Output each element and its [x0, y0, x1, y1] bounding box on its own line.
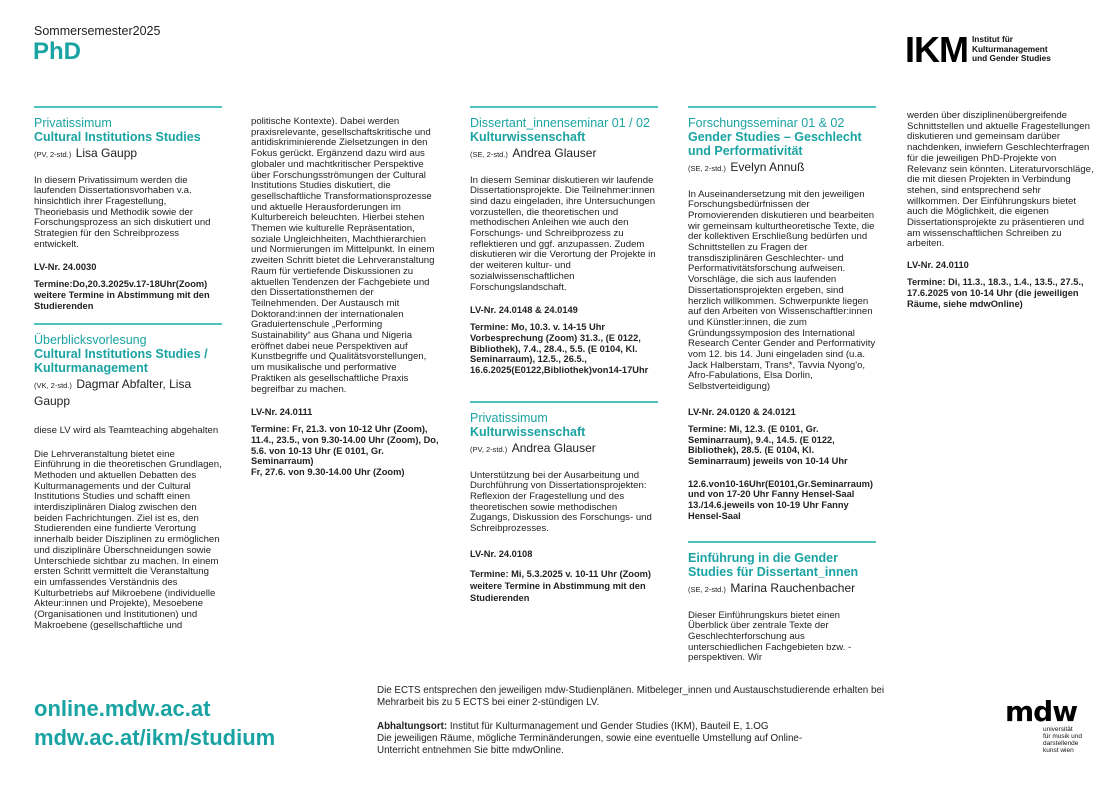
mdw-logo-line1: universität: [1043, 726, 1073, 733]
course-dates-extra: 12.6.von10-16Uhr(E0101,Gr.Seminarraum) und von 17-20 Uhr Fanny Hensel-Saal 13./14.6.jeweils von 10-19 Uhr Fanny Hensel-Saal: [688, 478, 873, 521]
course-type: Forschungsseminar 01 & 02: [688, 115, 845, 130]
course-format: (SE, 2-std.): [470, 149, 508, 159]
location-label: Abhaltungsort:: [377, 721, 448, 732]
course-dates: Termine: Di, 11.3., 18.3., 1.4., 13.5., 27.5., 17.6.2025 von 10-14 Uhr (die jeweiligen Räume, siehe mdwOnline): [907, 277, 1084, 309]
course-block-continued: [907, 111, 1095, 309]
course-lv-number: LV-Nr. 24.0148 & 24.0149: [470, 305, 578, 316]
course-description: In diesem Seminar diskutieren wir laufende Dissertationsprojekte. Die Teilnehmer:innen sind dazu eingeladen, ihre Untersuchungen vorzustellen, die theoretischen und methodischen Anleihen wie auch den Forschungs- und Schreibprozess zu reflektieren und ggf. anzupassen. Zudem diskutieren wir die Verortung der Projekte in der weiteren kultur- und sozialwissenschaftlichen Forschungslandschaft.: [470, 174, 656, 293]
course-block: [688, 541, 876, 664]
course-block: [470, 401, 658, 604]
footer-links: [34, 694, 275, 752]
rooms-info: Die jeweiligen Räume, mögliche Terminänderungen, sowie eine eventuelle Umstellung auf Online-Unterricht entnehmen Sie bitte mdwOnline.: [377, 733, 803, 756]
course-lecturer: Evelyn Annuß: [730, 159, 805, 174]
course-title: Kulturwissenschaft: [470, 129, 586, 144]
course-note: diese LV wird als Teamteaching abgehalten: [34, 424, 219, 436]
mdw-logo-letters: mdw: [1005, 695, 1078, 728]
course-title: Cultural Institutions Studies / Kulturmanagement: [34, 346, 208, 375]
course-block: [688, 106, 876, 521]
ikm-logo: [905, 29, 1051, 70]
course-lecturer: Dagmar Abfalter, Lisa Gaupp: [34, 376, 192, 408]
footer-info: [377, 685, 897, 757]
course-type: Dissertant_innenseminar 01 / 02: [470, 115, 650, 130]
course-meta: [470, 440, 658, 457]
course-lv-number: LV-Nr. 24.0030: [34, 262, 97, 273]
course-description: In Auseinandersetzung mit den jeweiligen Forschungsbedürfnissen der Promovierenden diskutieren und bearbeiten wir gemeinsam kulturtheoretische Texte, die der kollektiven Erschließung bedürfen und Schnittstellen zu Fragen der transdisziplinären Geschlechter- und Performativitätsforschung aufweisen. Vorschläge, die sich aus laufenden Dissertationsprojekten ergeben, sind herzlich willkommen. Schwerpunkte liegen auf den Arbeiten von Wissenschaftler:innen und Künstler:innen, die zum Gründungssymposion des International Research Center Gender and Performativity vom 12. bis 14. Juni eingeladen sind (u.a. Jack Halberstam, Trans*, Tavvia Nyong'o, Afro-Fabulations, Elsa Dorlin, Selbstverteidigung): [688, 188, 876, 393]
course-type: Überblicksvorlesung: [34, 332, 147, 347]
course-title: Cultural Institutions Studies: [34, 129, 201, 144]
course-meta: [688, 580, 876, 597]
course-lecturer: Lisa Gaupp: [75, 145, 138, 160]
course-lv-number: LV-Nr. 24.0110: [907, 260, 969, 271]
program-title: PhD: [33, 38, 81, 65]
location-info: [377, 721, 897, 733]
course-meta: [34, 145, 222, 162]
course-title: Gender Studies – Geschlecht und Performativität: [688, 129, 862, 158]
ikm-logo-text: [972, 35, 1051, 64]
course-lecturer: Marina Rauchenbacher: [730, 580, 856, 595]
course-dates: Termine:Do,20.3.2025v.17-18Uhr(Zoom) weitere Termine in Abstimmung mit den Studierenden: [34, 279, 210, 311]
mdw-logo-line2: für musik und: [1043, 733, 1083, 740]
course-dates: Termine: Mo, 10.3. v. 14-15 Uhr Vorbesprechung (Zoom) 31.3., (E 0122, Bibliothek), 7.4., 28.4., 5.5. (E 0104, Kl. Seminarraum), 12.5., 26.5., 16.6.2025(E0122,Bibliothek)von14-17Uhr: [470, 322, 649, 376]
course-description: In diesem Privatissimum werden die laufenden Dissertationsvorhaben v.a. hinsichtlich ihrer Fragestellung, Theoriebasis und Methodik sowie der Forschungsprozess an sich diskutiert und Strategien für den Schreibprozess entwickelt.: [34, 174, 211, 250]
section-divider: [470, 401, 658, 403]
course-dates: Termine: Fr, 21.3. von 10-12 Uhr (Zoom), 11.4., 23.5., von 9.30-14.00 Uhr (Zoom), Do, 5.6. von 10-13 Uhr (E 0101, Gr. Seminarraum): [251, 424, 439, 467]
ikm-logo-line2: Kulturmanagement: [972, 43, 1048, 54]
course-lv-number: LV-Nr. 24.0120 & 24.0121: [688, 406, 796, 417]
course-meta: [34, 376, 222, 409]
ikm-logo-line3: und Gender Studies: [972, 53, 1051, 63]
course-description: Dieser Einführungskurs bietet einen Überblick über zentrale Texte der Geschlechterforschung aus unterschiedlichen Fachgebieten bzw. -perspektiven. Wir: [688, 609, 852, 664]
link-online-mdw[interactable]: online.mdw.ac.at: [34, 696, 211, 721]
section-divider: [34, 323, 222, 325]
course-block: [34, 323, 222, 631]
course-description: Unterstützung bei der Ausarbeitung und Durchführung von Dissertationsprojekten: Reflexion der Fragestellung und des theoretischen sowie methodischen Zugangs, Diskussion des Forschungs- und Schreibprozesses.: [470, 469, 652, 535]
mdw-logo-text: [1043, 726, 1085, 754]
course-dates-extra: Fr, 27.6. von 9.30-14.00 Uhr (Zoom): [251, 467, 405, 478]
section-divider: [688, 106, 876, 108]
course-block: [470, 106, 658, 376]
course-block: [34, 106, 222, 312]
course-title: Kulturwissenschaft: [470, 424, 586, 439]
course-meta: [470, 145, 658, 162]
semester-label: Sommersemester2025: [34, 24, 161, 38]
course-lv-number: LV-Nr. 24.0108: [470, 548, 533, 559]
section-divider: [34, 106, 222, 108]
course-format: (SE, 2-std.): [688, 584, 726, 594]
ects-info: Die ECTS entsprechen den jeweiligen mdw-Studienplänen. Mitbeleger_innen und Austauschstudierende erhalten bei Mehrarbeit bis zu 5 ECTS bei einer 2-stündigen LV.: [377, 685, 885, 708]
course-lv-number: LV-Nr. 24.0111: [251, 407, 313, 418]
course-description: Die Lehrveranstaltung bietet eine Einführung in die theoretischen Grundlagen, Methoden und aktuellen Debatten des Kulturmanagements und der Cultural Institutions Studies und schafft einen interdisziplinären Dialog zwischen den beiden Fachrichtungen. Ziel ist es, den Studierenden eine fundierte Verortung innerhalb beider Disziplinen zu ermöglichen und disziplinäre Überschneidungen sowie Unterschiede sichtbar zu machen. In einem ersten Schritt vermittelt die Veranstaltung ein umfassendes Verständnis des Kulturbetriebs auf Mikroebene (individuelle Akteur:innen und Projekte), Mesoebene (Organisationen und Institutionen) und Makroebene (gesellschaftliche und: [34, 448, 222, 631]
course-dates: Termine: Mi, 12.3. (E 0101, Gr. Seminarraum), 9.4., 14.5. (E 0122, Bibliothek), 28.5. (E 0104, Kl. Seminarraum) jeweils von 10-14 Uhr: [688, 423, 848, 466]
mdw-logo: [1005, 695, 1085, 754]
section-divider: [688, 541, 876, 543]
course-lecturer: Andrea Glauser: [512, 145, 597, 160]
course-meta: [688, 159, 876, 176]
ikm-logo-letters: IKM: [905, 29, 968, 70]
course-format: (PV, 2-std.): [470, 444, 508, 454]
course-title: Einführung in die Gender Studies für Dissertant_innen: [688, 550, 859, 579]
course-format: (SE, 2-std.): [688, 163, 726, 173]
course-description-continued: werden über disziplinenübergreifende Schnittstellen und aktuelle Fragestellungen diskutieren und gemeinsam darüber nachdenken, inwiefern Geschlechterfragen für die jeweiligen PhD-Projekte von Relevanz sein könnten. Literaturvorschläge, die mit diesen Projekten in Verbindung stehen, sind entsprechend sehr willkommen. Der Einführungskurs bietet auch die Möglichkeit, die eigenen Dissertationsprojekte zu präsentieren und am wissenschaftlichen Schreiben zu arbeiten.: [907, 110, 1094, 250]
ikm-logo-line1: Institut für: [972, 34, 1014, 44]
mdw-logo-line4: kunst wien: [1043, 747, 1074, 754]
mdw-logo-line3: darstellende: [1043, 740, 1079, 747]
course-description-continued: politische Kontexte). Dabei werden praxisrelevante, gesellschaftskritische und antidiskriminierende Zielsetzungen in den Fokus gerückt. Ergänzend dazu wird aus globaler und machtkritischer Perspektive über Forschungsströmungen der Cultural Institutions Studies diskutiert, die gesellschaftliche Transformationsprozesse und aktuelle Herausforderungen im Kulturbereich beleuchten. Hierbei stehen Themen wie kulturelle Repräsentation, soziale Ungleichheiten, Machthierarchien und Normierungen im Mittelpunkt. In einem zweiten Schritt bietet die Lehrveranstaltung Raum für vertiefende Diskussionen zu aktuellen Tendenzen der Fachgebiete und den Dissertationsthemen der Teilnehmenden. Der Austausch mit Doktorand:innen der internationalen Graduiertenschule „Performing Sustainability“ aus Ghana und Nigeria eröffnet dabei neue Perspektiven auf Kunstbegriffe und Qualitätsvorstellungen, um musikalische und performative Praktiken als gesellschaftliche Praxis begreifbar zu machen.: [251, 116, 435, 395]
course-dates: Termine: Mi, 5.3.2025 v. 10-11 Uhr (Zoom) weitere Termine in Abstimmung mit den Studierenden: [470, 568, 652, 603]
course-block-continued: [251, 117, 439, 478]
course-lecturer: Andrea Glauser: [511, 440, 596, 455]
course-format: (PV, 2-std.): [34, 149, 72, 159]
link-ikm-studium[interactable]: mdw.ac.at/ikm/studium: [34, 725, 276, 750]
section-divider: [470, 106, 658, 108]
course-format: (VK, 2-std.): [34, 380, 72, 390]
course-type: Privatissimum: [470, 410, 548, 425]
course-type: Privatissimum: [34, 115, 112, 130]
location-text: Institut für Kulturmanagement und Gender Studies (IKM), Bauteil E, 1.OG: [447, 721, 769, 732]
